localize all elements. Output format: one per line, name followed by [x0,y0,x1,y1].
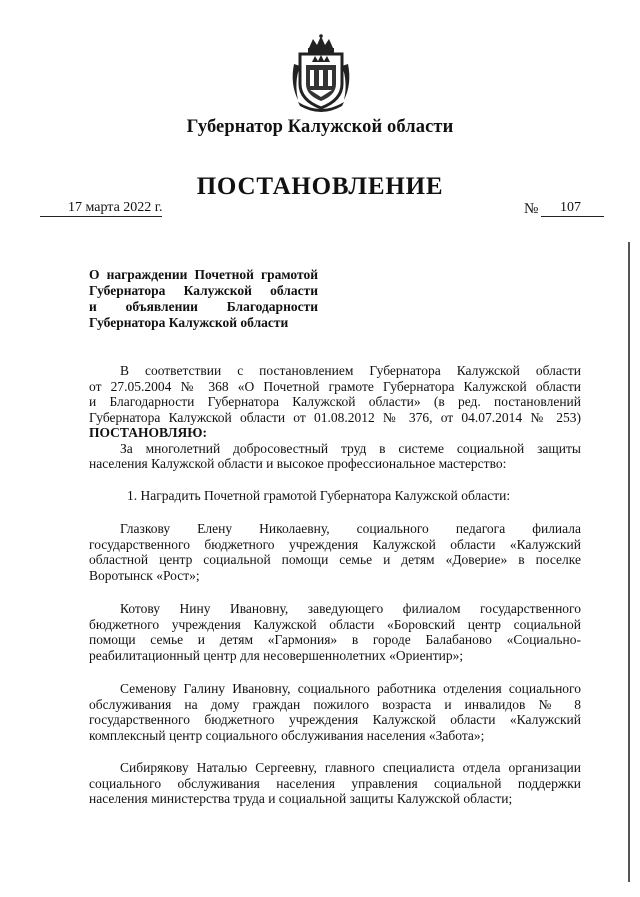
awardee-line: комплексный центр социального обслуживания населения «Забота»; [89,727,485,743]
awardee-line: Воротынск «Рост»; [89,567,200,583]
awardee-line: социального обслуживания населения управления социальной поддержки [89,775,581,791]
subject-line: и объявлении Благодарности [89,299,318,314]
subject-line: Губернатора Калужской области [89,315,289,330]
subject-line: О награждении Почетной грамотой [89,267,318,282]
awardee-line: населения министерства труда и социальной защиты Калужской области; [89,791,513,806]
coat-of-arms-icon [290,34,352,114]
awardee-line: Котову Нину Ивановну, заведующего филиалом государственного [120,601,581,616]
awardee-line: Глазкову Елену Николаевну, социального педагога филиала [120,521,581,536]
decree-word: ПОСТАНОВЛЯЮ: [89,425,207,440]
number-label: № [524,201,539,217]
organization-title: Губернатор Калужской области [186,117,454,137]
awardee-line: государственного бюджетного учреждения Калужской области «Калужский [89,712,581,727]
preamble-line: Губернатора Калужской области от 01.08.2012 № 376, от 04.07.2014 № 253) [89,409,581,425]
awardee-line: государственного бюджетного учреждения Калужской области «Калужский [89,536,581,552]
awardee-line: областной центр социальной помощи семье и детям «Доверие» в поселке [89,552,581,567]
awardee-paragraph [89,601,581,663]
number-underline [541,216,604,217]
preamble-line: от 27.05.2004 № 368 «О Почетной грамоте Губернатора Калужской области [89,378,581,394]
awardee-line: Семенову Галину Ивановну, социального работника отделения социального [120,681,581,696]
awardee-paragraph [89,760,581,807]
awardee-line: обслуживания на дому граждан пожилого возраста и инвалидов № 8 [89,696,581,712]
preamble-paragraph [89,363,581,472]
preamble-line: В соответствии с постановлением Губернатора Калужской области [120,363,581,378]
reason-line: населения Калужской области и высокое профессиональное мастерство: [89,456,507,471]
item-1-heading: 1. Наградить Почетной грамотой Губернатора Калужской области: [127,488,511,503]
awardee-paragraph [89,521,581,583]
document-date: 17 марта 2022 г. [68,200,163,215]
document-subject [89,267,318,331]
awardee-line: помощи семье и детям «Гармония» в городе Балабаново «Социально- [89,632,581,647]
scan-edge-line [628,242,630,882]
awardee-line: реабилитационный центр для несовершеннолетних «Ориентир»; [89,647,464,663]
subject-line: Губернатора Калужской области [89,283,318,298]
document-type-title: ПОСТАНОВЛЕНИЕ [196,173,444,200]
awardee-line: бюджетного учреждения Калужской области «Боровский центр социальной [89,616,581,632]
document-number: 107 [560,200,581,215]
reason-line: За многолетний добросовестный труд в системе социальной защиты [120,440,581,456]
awardee-line: Сибирякову Наталью Сергеевну, главного специалиста отдела организации [120,760,581,775]
date-underline [40,216,162,217]
awardee-paragraph [89,681,581,743]
preamble-line: и Благодарности Губернатора Калужской области» (в ред. постановлений [89,394,581,409]
